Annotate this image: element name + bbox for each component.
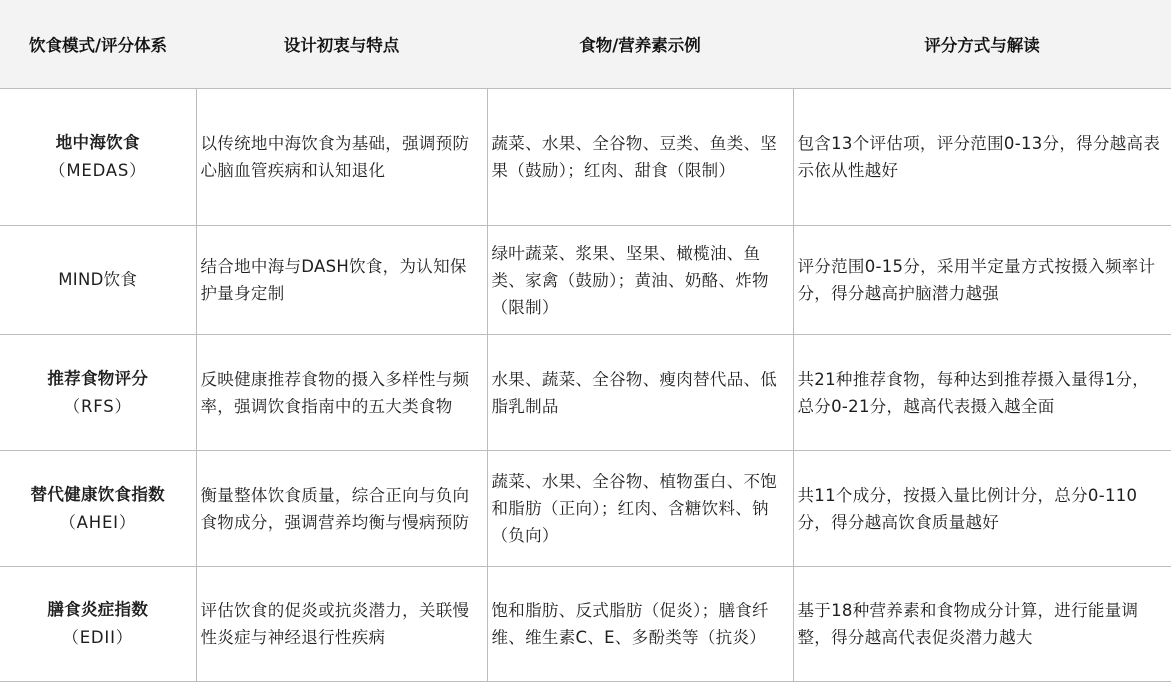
diet-name: 替代健康饮食指数 <box>30 484 165 504</box>
foods-cell: 饱和脂肪、反式脂肪（促炎）；膳食纤维、维生素C、E、多酚类等（抗炎） <box>487 567 793 682</box>
design-cell: 评估饮食的促炎或抗炎潜力，关联慢性炎症与神经退行性疾病 <box>196 567 487 682</box>
diet-name-cell <box>0 451 196 567</box>
diet-name: MIND饮食 <box>58 270 138 289</box>
diet-abbreviation: （MEDAS） <box>49 161 147 180</box>
diet-abbreviation: （AHEI） <box>59 512 137 532</box>
design-cell: 反映健康推荐食物的摄入多样性与频率，强调饮食指南中的五大类食物 <box>196 335 487 451</box>
foods-cell: 蔬菜、水果、全谷物、植物蛋白、不饱和脂肪（正向）；红肉、含糖饮料、钠（负向） <box>487 451 793 567</box>
header-diet-pattern: 饮食模式/评分体系 <box>0 0 196 89</box>
header-scoring-method: 评分方式与解读 <box>793 0 1171 89</box>
diet-name: 膳食炎症指数 <box>47 600 149 619</box>
design-cell: 以传统地中海饮食为基础，强调预防心脑血管疾病和认知退化 <box>196 89 487 226</box>
scoring-cell: 评分范围0-15分，采用半定量方式按摄入频率计分，得分越高护脑潜力越强 <box>793 226 1171 335</box>
diet-name-cell <box>0 226 196 335</box>
header-food-examples: 食物/营养素示例 <box>487 0 793 89</box>
table-header-row <box>0 0 1171 89</box>
table-row <box>0 226 1171 335</box>
scoring-cell: 基于18种营养素和食物成分计算，进行能量调整，得分越高代表促炎潜力越大 <box>793 567 1171 682</box>
diet-name-cell <box>0 89 196 226</box>
foods-cell: 绿叶蔬菜、浆果、坚果、橄榄油、鱼类、家禽（鼓励）；黄油、奶酪、炸物（限制） <box>487 226 793 335</box>
diet-abbreviation: （EDII） <box>62 628 134 647</box>
diet-name: 地中海饮食 <box>55 133 140 152</box>
scoring-cell: 包含13个评估项，评分范围0-13分，得分越高表示依从性越好 <box>793 89 1171 226</box>
table-row <box>0 567 1171 682</box>
table-row <box>0 335 1171 451</box>
table-row <box>0 451 1171 567</box>
scoring-cell: 共21种推荐食物，每种达到推荐摄入量得1分，总分0-21分，越高代表摄入越全面 <box>793 335 1171 451</box>
foods-cell: 水果、蔬菜、全谷物、瘦肉替代品、低脂乳制品 <box>487 335 793 451</box>
diet-abbreviation: （RFS） <box>63 396 132 416</box>
scoring-cell: 共11个成分，按摄入量比例计分，总分0-110分，得分越高饮食质量越好 <box>793 451 1171 567</box>
foods-cell: 蔬菜、水果、全谷物、豆类、鱼类、坚果（鼓励）；红肉、甜食（限制） <box>487 89 793 226</box>
diet-name-cell <box>0 567 196 682</box>
header-design-purpose: 设计初衷与特点 <box>196 0 487 89</box>
diet-name-cell <box>0 335 196 451</box>
diet-name: 推荐食物评分 <box>47 368 149 388</box>
design-cell: 衡量整体饮食质量，综合正向与负向食物成分，强调营养均衡与慢病预防 <box>196 451 487 567</box>
design-cell: 结合地中海与DASH饮食，为认知保护量身定制 <box>196 226 487 335</box>
table-row <box>0 89 1171 226</box>
